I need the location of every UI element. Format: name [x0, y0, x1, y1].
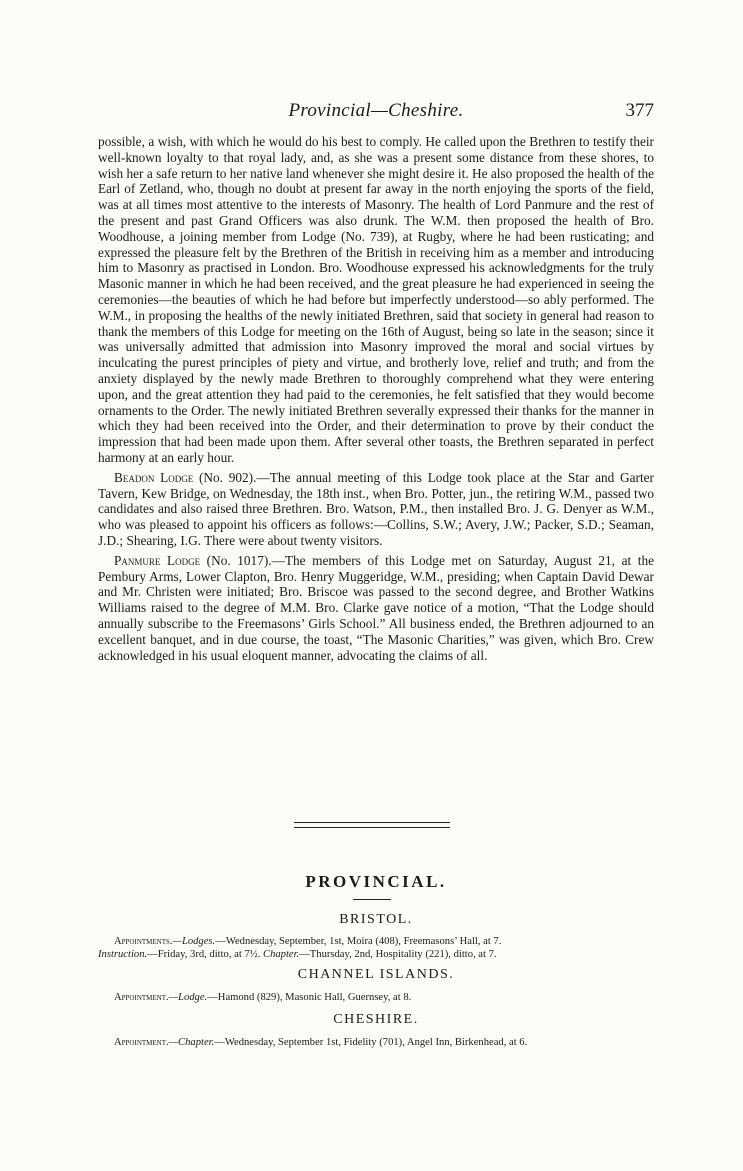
- lodge-text: (No. 1017).—The members of this Lodge met on Saturday, August 21, at the Pembury Arms, Lower Clapton, Bro. Henry Muggeridge, W.M., presiding; when Captain David Dewar and Mr. Christen were initiated; Bro. Briscoe was passed to the second degree, and Brother Watkins Williams raised to the degree of M.M. Bro. Clarke gave notice of a motion, “That the Lodge should annually subscribe to the Freemasons’ Girls School.” All business ended, the Brethren adjourned to an excellent banquet, and in due course, the toast, “The Masonic Charities,” was given, which Bro. Crew acknowledged in his usual eloquent manner, advocating the claims of all.: [98, 552, 654, 663]
- section-title: PROVINCIAL.: [305, 872, 447, 891]
- region-heading-bristol: BRISTOL.: [339, 912, 413, 927]
- appointment-label: Appointment.: [114, 992, 169, 1003]
- lodge-report-panmure: [98, 553, 654, 664]
- appointment-text: —Friday, 3rd, ditto, at 7½.: [147, 949, 261, 960]
- page-header: [98, 100, 654, 126]
- appointment-text: —Thursday, 2nd, Hospitality (221), ditto, at 7.: [299, 949, 497, 960]
- appointment-label: Appointments.: [114, 936, 173, 947]
- appointment-kind: —Lodge.: [168, 992, 208, 1003]
- appointments-cheshire: [98, 1036, 654, 1049]
- region-heading-channel-islands: CHANNEL ISLANDS.: [297, 967, 455, 982]
- article-body: [98, 134, 654, 663]
- appointment-text: —Wednesday, September 1st, Fidelity (701), Angel Inn, Birkenhead, at 6.: [214, 1037, 528, 1048]
- title-underline: [353, 899, 391, 900]
- appointment-kind: —Chapter.: [168, 1037, 215, 1048]
- page-number: 377: [625, 100, 654, 121]
- appointments-bristol: [98, 935, 654, 961]
- appointment-label: Appointment.: [114, 1037, 169, 1048]
- section-divider: [294, 822, 450, 828]
- lodge-text: (No. 902).—The annual meeting of this Lodge took place at the Star and Garter Tavern, Kew Bridge, on Wednesday, the 18th inst., when Bro. Potter, jun., the retiring W.M., passed two candidates and also raised three Brethren. Bro. Watson, P.M., then installed Bro. J. G. Denyer as W.M., who was pleased to appoint his officers as follows:—Collins, S.W.; Avery, J.W.; Packer, S.D.; Seaman, J.D.; Shearing, I.G. There were about twenty visitors.: [98, 469, 654, 548]
- appointment-kind: Chapter.: [263, 949, 300, 960]
- appointments-channel-islands: [98, 991, 654, 1004]
- lodge-name: Beadon Lodge: [114, 469, 194, 485]
- appointment-kind: —Lodges.: [172, 936, 216, 947]
- lodge-report-beadon: [98, 470, 654, 549]
- running-title: Provincial—Cheshire.: [288, 100, 464, 121]
- region-heading-cheshire: CHESHIRE.: [333, 1012, 419, 1027]
- appointment-text: —Wednesday, September, 1st, Moira (408), Freemasons’ Hall, at 7.: [215, 936, 502, 947]
- paragraph: possible, a wish, with which he would do his best to comply. He called upon the Brethren to testify their well-known loyalty to that royal lady, and, as she was a present some distance from these shores, to wish her a safe return to her native land whenever she might desire it. He also proposed the health of the Earl of Zetland, who, though no doubt at present far away in the north enjoying the sports of the field, was at all times most attentive to the interests of Masonry. The health of Lord Panmure and the rest of the present and past Grand Officers was also drunk. The W.M. then proposed the health of Bro. Woodhouse, a joining member from Lodge (No. 739), at Rugby, where he had been rusticating; and expressed the pleasure felt by the Brethren of the British in receiving him as a member and introducing him to Masonry as practised in London. Bro. Woodhouse expressed his acknowledgments for the truly Masonic manner in which he had been received, and the great pleasure he had experienced in seeing the ceremonies—the beauties of which he had before but imperfectly understood—so ably performed. The W.M., in proposing the healths of the newly initiated Brethren, said that society in general had reason to thank the members of this Lodge for meeting on the 16th of August, being so late in the season; since it was universally admitted that admission into Masonry improved the moral and social virtues by inculcating the purest principles of piety and virtue, and brotherly love, relief and truth; and from the anxiety displayed by the newly made Brethren to thoroughly comprehend what they were entering upon, and the great attention they had paid to the ceremonies, he felt satisfied that they would become ornaments to the Order. The newly initiated Brethren severally expressed their thanks for the manner in which they had been received into the Order, and their determination to prove by their conduct the impression that had been made upon them. After several other toasts, the Brethren separated in perfect harmony at an early hour.: [98, 134, 654, 465]
- appointment-text: —Hamond (829), Masonic Hall, Guernsey, at 8.: [207, 992, 412, 1003]
- appointment-kind: Instruction.: [98, 949, 148, 960]
- lodge-name: Panmure Lodge: [114, 552, 201, 568]
